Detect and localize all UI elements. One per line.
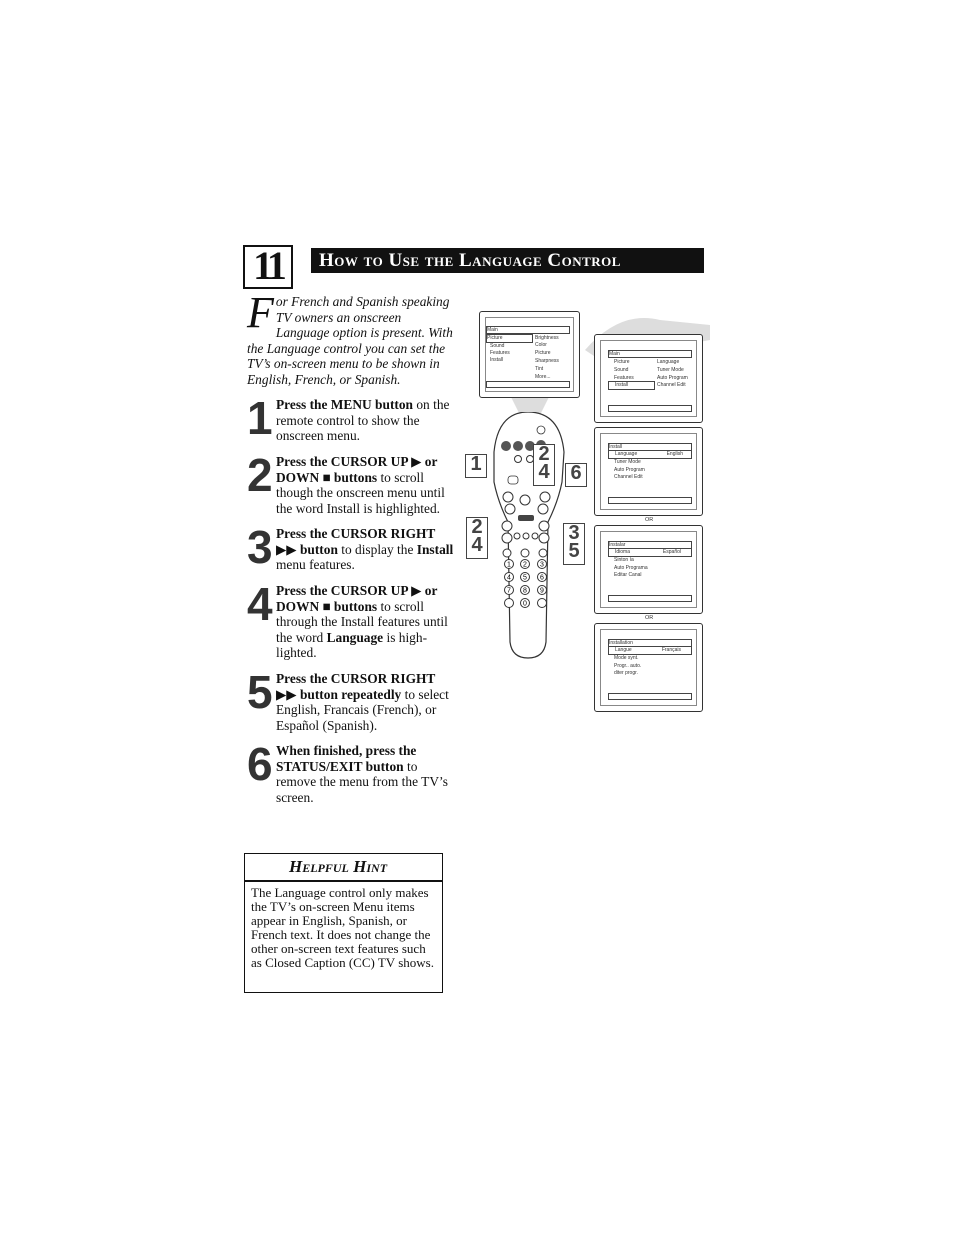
svg-text:0: 0: [523, 600, 527, 608]
submenu-item: More...: [535, 374, 551, 380]
hint-body: The Language control only makes the TV’s on-screen Menu items appear in English, Spanish, or French text. It does not change the other on-screen text features such as Closed Caption (CC) TV shows.: [251, 885, 434, 970]
step-bold: Press the CURSOR RIGHT ▶▶ button repeatedly: [276, 671, 436, 702]
step-text: to scroll through the Install features until the word: [276, 598, 448, 645]
hint-title: Helpful Hint: [245, 854, 442, 882]
screen-install-english: [594, 427, 703, 516]
svg-text:3: 3: [540, 561, 544, 569]
callout-steps-2-4: 2 4: [533, 444, 555, 486]
menu-item: Features: [490, 350, 510, 356]
or-label: OR: [645, 517, 654, 523]
step-1: [247, 392, 457, 444]
menu-header: Main: [609, 351, 620, 357]
menu-header: Install: [609, 444, 623, 450]
callout-step-1: 1: [465, 454, 487, 478]
submenu-item: Tuner Mode: [657, 367, 684, 373]
screen-install-spanish: [594, 525, 703, 614]
remote-control-illustration: [488, 412, 568, 662]
callout-steps-3-5: 3 5: [563, 523, 585, 565]
submenu-item: Brightness: [535, 335, 559, 341]
menu-item: diter progr.: [614, 670, 638, 676]
svg-text:4: 4: [507, 574, 511, 582]
menu-item: Picture: [614, 359, 630, 365]
intro-text: or French and Spanish speaking TV owners an onscreen Language option is present. With the Language control you can set the TV’s on-screen menu to be shown in English, French, or Spanish.: [247, 294, 453, 387]
menu-item: Picture: [487, 335, 503, 341]
step-text: to remove the menu from the TV’s screen.: [276, 758, 448, 805]
menu-item: Tuner Mode: [614, 459, 641, 465]
language-value: Français: [661, 647, 681, 653]
svg-text:1: 1: [507, 561, 511, 569]
submenu-item: Channel Edit: [657, 382, 686, 388]
language-value: English: [666, 451, 683, 457]
menu-item: Sound: [614, 367, 629, 373]
screen-install-french: [594, 623, 703, 712]
svg-text:2: 2: [523, 561, 527, 569]
page-title: How to Use the Language Control: [311, 248, 704, 273]
menu-header: Main: [487, 327, 498, 333]
step-2: [247, 449, 457, 516]
step-4: [247, 578, 457, 661]
step-text-2: menu features.: [276, 557, 355, 572]
step-number: 4: [247, 578, 273, 630]
language-value: Español: [662, 549, 681, 555]
tv-screen-main-menu: [479, 311, 580, 398]
svg-text:5: 5: [523, 574, 527, 582]
step-bold-2: Language: [326, 629, 384, 645]
step-6: [247, 738, 457, 805]
step-bold: Press the CURSOR RIGHT ▶▶ button: [276, 526, 436, 557]
menu-item: Sound: [490, 343, 505, 349]
submenu-item: Sharpness: [535, 358, 559, 364]
menu-item: Progr.. auto.: [614, 663, 642, 669]
intro-dropcap: F: [247, 288, 274, 337]
step-number: 2: [247, 449, 273, 501]
svg-text:6: 6: [540, 574, 544, 582]
step-text: to display the: [337, 541, 417, 557]
svg-text:9: 9: [540, 587, 544, 595]
menu-item-selected: Install: [615, 382, 629, 388]
step-bold: Press the MENU button: [276, 397, 414, 412]
step-number: 3: [247, 521, 273, 573]
page-number: 11: [243, 245, 293, 289]
menu-item-selected: Language: [615, 451, 638, 457]
submenu-item: Tint: [535, 366, 544, 372]
step-number: 1: [247, 392, 273, 444]
step-bold-2: Install: [416, 541, 454, 557]
step-number: 6: [247, 738, 273, 790]
callout-steps-2-4-lower: 2 4: [466, 517, 488, 559]
step-number: 5: [247, 666, 273, 718]
step-3: [247, 521, 457, 573]
helpful-hint-box: [244, 853, 443, 993]
submenu-item: Auto Program: [657, 375, 688, 381]
menu-item: Features: [614, 375, 634, 381]
step-text: on the remote control to show the onscreen menu.: [276, 397, 450, 443]
step-text: to select English, Francais (French), or Español (Spanish).: [276, 686, 449, 733]
menu-item-selected: Langue: [615, 647, 632, 653]
intro-paragraph: [247, 288, 457, 387]
menu-item: Mode synt.: [614, 655, 639, 661]
menu-item: Editar Canal: [614, 572, 642, 578]
step-bold: Press the CURSOR UP ▶ or DOWN ■ buttons: [276, 583, 438, 614]
step-5: [247, 666, 457, 733]
menu-item: Auto Programa: [614, 565, 648, 571]
step-text-2: is high-lighted.: [276, 629, 428, 660]
callout-step-6: 6: [565, 463, 587, 487]
screen-main-install: [594, 334, 703, 423]
step-text: to scroll though the onscreen menu until the word Install is highlighted.: [276, 469, 445, 516]
menu-item: Auto Program: [614, 467, 645, 473]
menu-item: Install: [490, 357, 504, 363]
step-bold: Press the CURSOR UP ▶ or DOWN ■ buttons: [276, 454, 438, 485]
svg-text:7: 7: [507, 587, 511, 595]
menu-header: Installation: [609, 640, 633, 646]
menu-item-selected: Idioma: [615, 549, 631, 555]
step-bold: When finished, press the STATUS/EXIT button: [276, 743, 417, 774]
submenu-item: Picture: [535, 350, 551, 356]
svg-text:8: 8: [523, 587, 527, 595]
menu-header: Instalar: [609, 542, 626, 548]
menu-item: Sinton ía: [614, 557, 634, 563]
or-label: OR: [645, 615, 654, 621]
submenu-item: Color: [535, 342, 547, 348]
menu-item: Channel Edit: [614, 474, 643, 480]
submenu-item: Language: [657, 359, 680, 365]
